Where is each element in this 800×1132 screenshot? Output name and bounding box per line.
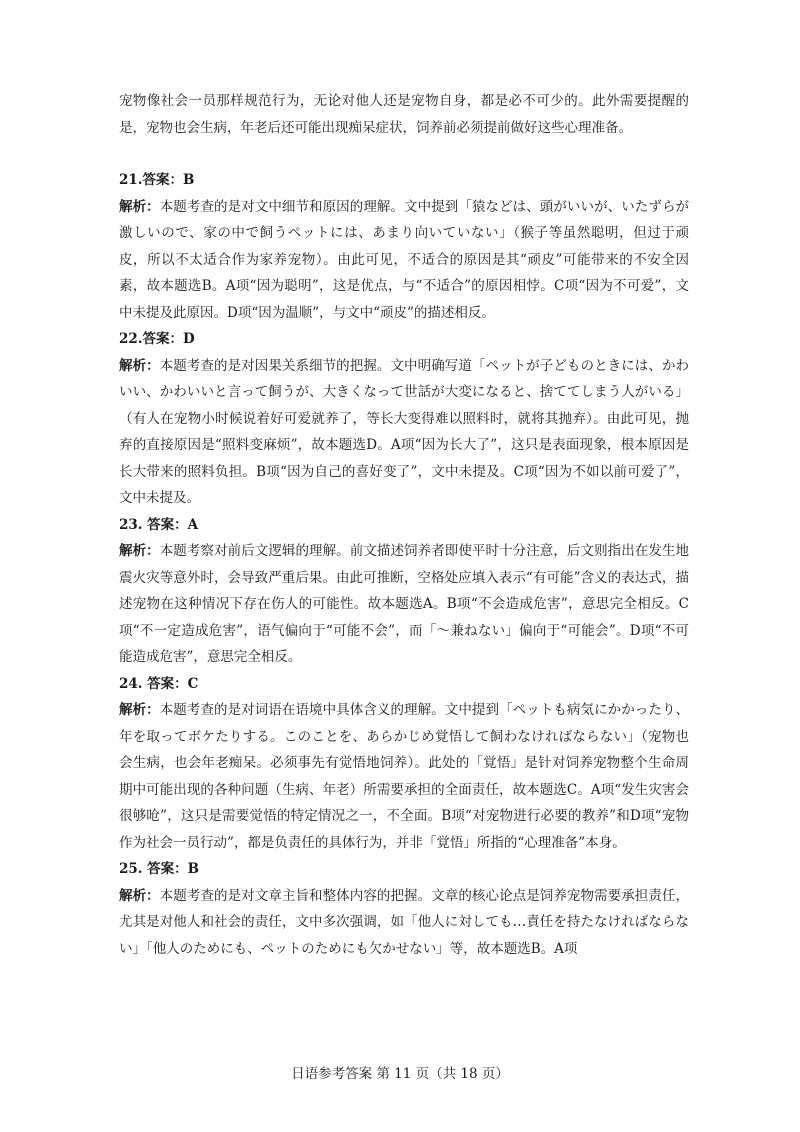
analysis-text: 本题考察对前后文逻辑的理解。前文描述饲养者即使平时十分注意，后文则指出在发生地震火灾等意外时，会导致严重后果。由此可推断，空格处应填入表示“有可能”含义的表达式，描述宠物在这种情况下存在伤人的可能性。故本题选A。B项“不会造成危害”，意思完全相反。C项“不一定造成危害”，语气偏向于“可能不会”，而「～兼ねない」偏向于“可能会”。D项“不可能造成危害”，意思完全相反。: [119, 543, 690, 665]
answer-heading: 24. 答案：C: [119, 675, 199, 692]
page-footer: 日语参考答案 第 11 页（共 18 页）: [291, 1066, 509, 1082]
answer-heading: 21.答案：B: [119, 172, 195, 188]
answer-23: [119, 512, 689, 671]
analysis-text: 本题考查的是对因果关系细节的把握。文中明确写道「ペットが子どものときには、かわいい、かわいいと言って飼うが、大きくなって世話が大変になると、捨ててしまう人がいる」（有人在宠物小时候说着好可爱就养了，等长大变得难以照料时，就将其抛弃）。由此可见，抛弃的直接原因是“照料变麻烦”，故本题选D。A项“因为长大了”，这只是表面现象，根本原因是长大带来的照料负担。B项“因为自己的喜好变了”，文中未提及。C项“因为不如以前可爱了”，文中未提及。: [119, 357, 690, 506]
analysis-text: 本题考查的是对文中细节和原因的理解。文中提到「猿などは、頭がいいが、いたずらが激しいので、家の中で飼うペットには、あまり向いていない」（猴子等虽然聪明，但过于顽皮，所以不太适合作为家养宠物）。由此可见，不适合的原因是其“顽皮”可能带来的不安全因素，故本题选B。A项“因为聪明”，这是优点，与“不适合”的原因相悖。C项“因为不可爱”，文中未提及此原因。D项“因为温顺”，与文中“顽皮”的描述相反。: [119, 198, 690, 321]
answer-25: [119, 856, 689, 962]
intro-paragraph: 宠物像社会一员那样规范行为，无论对他人还是宠物自身，都是必不可少的。此外需要提醒的是，宠物也会生病，年老后还可能出现痴呆症状，饲养前必须提前做好这些心理准备。: [119, 93, 689, 136]
page-content: [119, 88, 689, 962]
answer-21: [119, 167, 689, 326]
analysis-paragraph: [119, 194, 689, 327]
answer-heading: 25. 答案：B: [119, 861, 200, 877]
analysis-label: 解析：: [119, 887, 160, 904]
analysis-text: 本题考查的是对词语在语境中具体含义的理解。文中提到「ペットも病気にかかったり、年を取ってボケたりする。このことを、あらかじめ覚悟して飼わなければならない」（宠物也会生病，也会年老痴呆。必须事先有觉悟地饲养）。此处的「覚悟」是针对饲养宠物整个生命周期中可能出现的各种问题（生病、年老）所需要承担的全面责任，故本题选C。A项“发生灾害会很够呛”，这只是需要觉悟的特定情况之一，不全面。B项“对宠物进行必要的教养”和D项“宠物作为社会一员行动”，都是负责任的具体行为，并非「覚悟」所指的“心理准备”本身。: [119, 702, 690, 851]
analysis-paragraph: [119, 697, 689, 856]
analysis-label: 解析：: [119, 543, 160, 559]
analysis-paragraph: [119, 883, 689, 963]
answer-24: [119, 671, 689, 857]
analysis-paragraph: [119, 538, 689, 671]
analysis-label: 解析：: [119, 702, 160, 718]
answer-heading: 22.答案：D: [119, 331, 195, 347]
analysis-label: 解析：: [119, 198, 160, 215]
section-gap: [119, 141, 689, 167]
analysis-label: 解析：: [119, 357, 160, 374]
answer-22: [119, 326, 689, 512]
answer-heading: 23. 答案：A: [119, 516, 199, 533]
analysis-text: 本题考查的是对文章主旨和整体内容的把握。文章的核心论点是饲养宠物需要承担责任，尤其是对他人和社会的责任，文中多次强调，如「他人に対しても…責任を持たなければならない」「他人のためにも、ペットのためにも欠かせない」等，故本题选B。A项: [119, 887, 690, 957]
analysis-paragraph: [119, 353, 689, 512]
